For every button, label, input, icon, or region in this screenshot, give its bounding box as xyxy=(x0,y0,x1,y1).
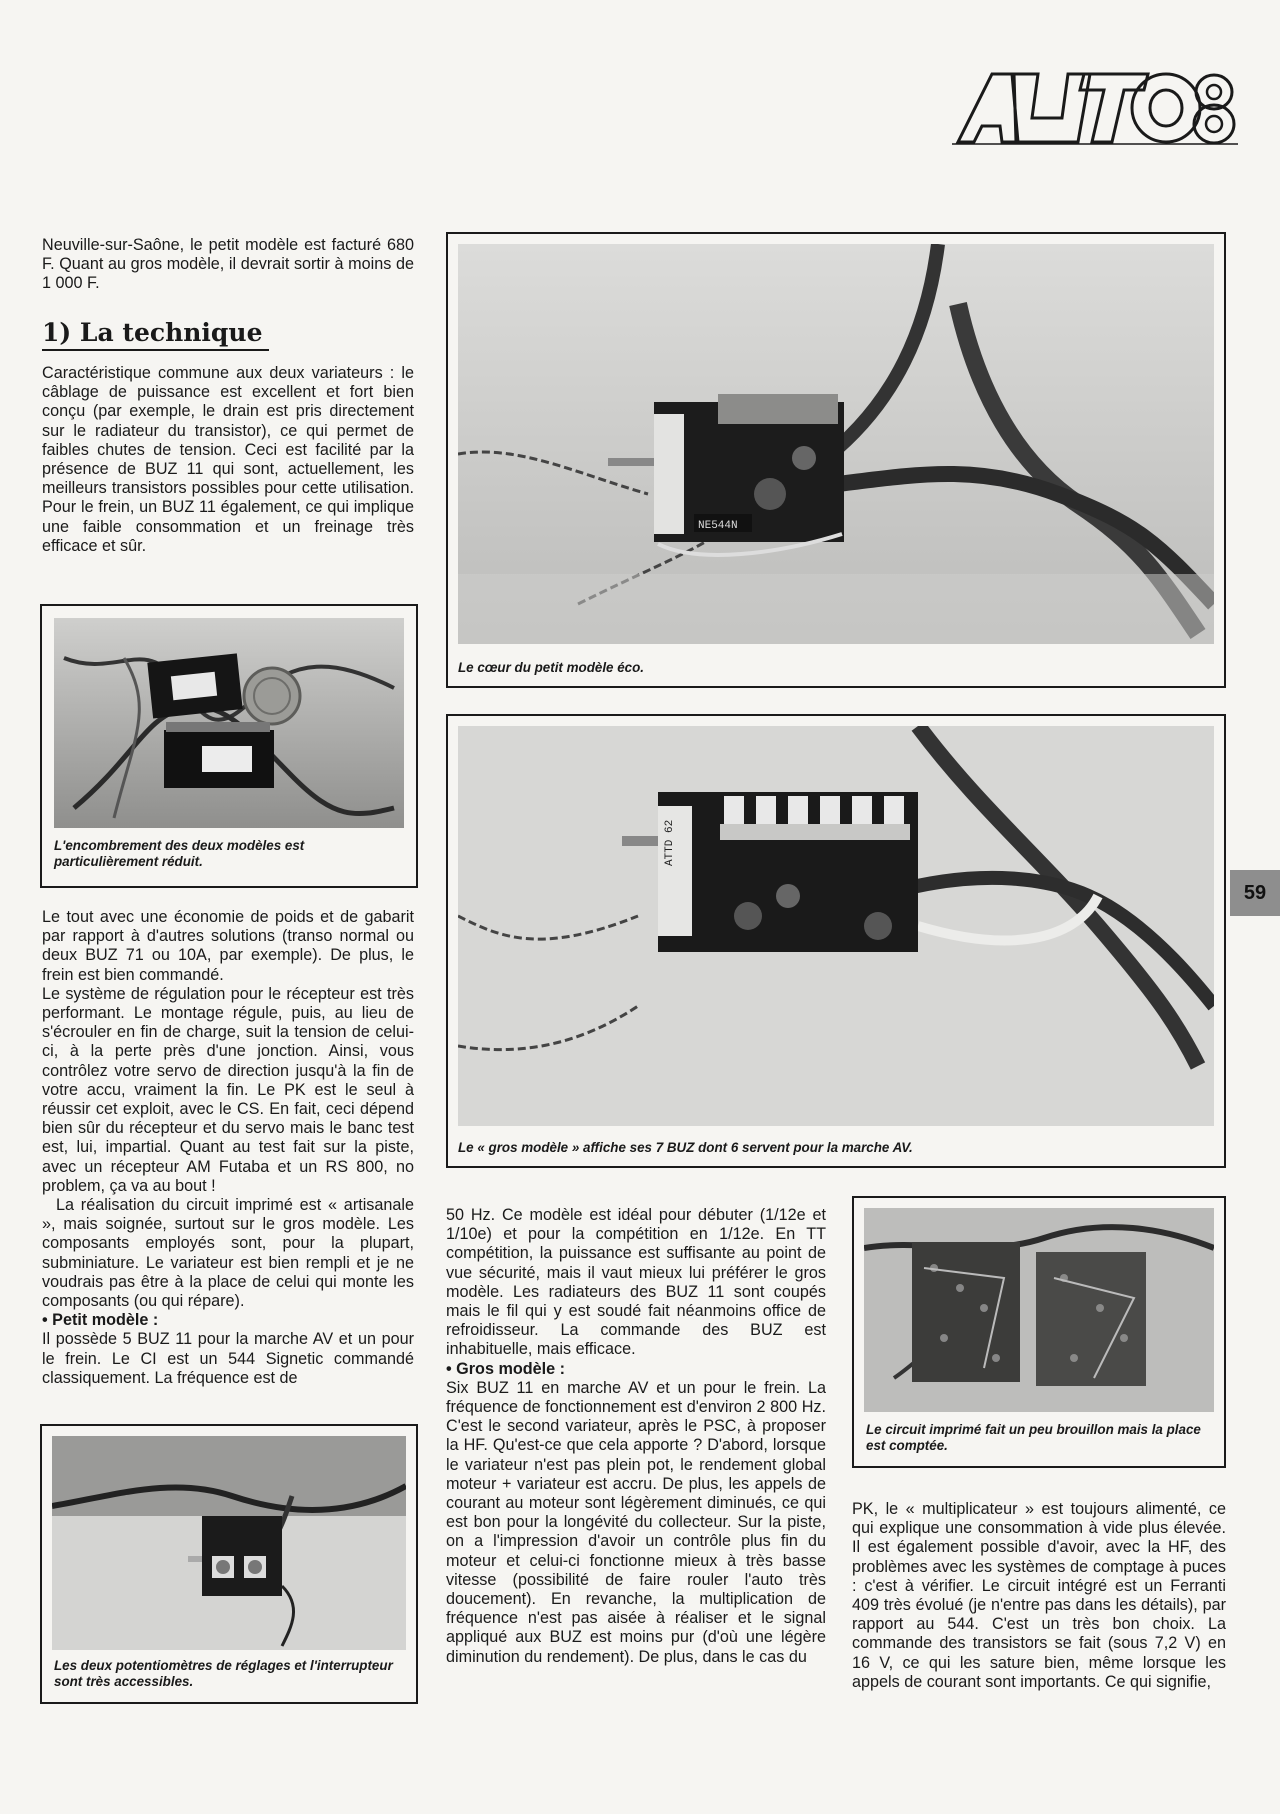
photo-small-heart-caption: Le cœur du petit modèle éco. xyxy=(458,660,645,675)
paragraph-regulation: Le système de régulation pour le récepteur est très performant. Le montage régule, puis, au lieu de s'écrouler en fin de charge, suit la tension de celui-ci, à la perte près d'une jonction. Ainsi, vous contrôlez votre servo de direction jusqu'à la fin de votre accu, vraiment la fin. Le PK est le seul à réussir cet exploit, avec le CS. En fait, ceci dépend bien sûr du récepteur et du servo mais le banc test est, lui, impartial. Quant au test fait sur la piste, avec un récepteur AM Futaba et un RS 800, no problem, ça va au bout ! xyxy=(42,984,414,1195)
section-heading: 1) La technique xyxy=(42,318,269,351)
paragraph-economy: Le tout avec une économie de poids et de gabarit par rapport à d'autres solutions (transo normal ou deux BUZ 71 ou 10A, par exemple). De plus, le frein est bien commandé. xyxy=(42,908,414,984)
paragraph-pk: PK, le « multiplicateur » est toujours alimenté, ce qui explique une consommation à vide plus élevée. Il est également possible d'avoir, avec la HF, des problèmes avec les systèmes de comptage à puces : c'est à vérifier. Le circuit intégré est un Ferranti 409 très évolué (je n'entre pas dans les détails), par rapport au 544. C'est un très bon choix. La commande des transistors se fait (sous 7,2 V) en 16 V, ce qui les sature bien, même lorsque les appels de courant sont importants. Ce qui signifie, xyxy=(852,1500,1226,1691)
photo-big-model xyxy=(458,726,1214,1126)
paragraph-circuit: La réalisation du circuit imprimé est « artisanale », mais soignée, surtout sur le gros modèle. Les composants employés sont, pour la plupart, subminiature. Le variateur est bien rempli et je ne voudrais pas être à la place de celui qui monte les composants (ou qui répare). xyxy=(42,1196,414,1311)
chip-label-big: ATTD 62 xyxy=(664,819,676,866)
photo-potentiometers xyxy=(52,1436,406,1650)
intro-paragraph xyxy=(42,236,414,294)
petit-modele-label: • Petit modèle : xyxy=(42,1311,159,1330)
chip-label-small: NE544N xyxy=(698,520,738,532)
photo-pcb-caption: Le circuit imprimé fait un peu brouillon mais la place est comptée. xyxy=(866,1422,1201,1453)
photo-pots-frame xyxy=(40,1424,418,1704)
page-number-tab: 59 xyxy=(1230,870,1280,916)
gros-modele-label: • Gros modèle : xyxy=(446,1359,566,1378)
column2-body xyxy=(446,1206,826,1667)
photo-big-model-frame xyxy=(446,714,1226,1168)
photo-pots-caption: Les deux potentiomètres de réglages et l'interrupteur sont très accessibles. xyxy=(54,1658,393,1689)
intro-text: Neuville-sur-Saône, le petit modèle est facturé 680 F. Quant au gros modèle, il devrait sortir à moins de 1 000 F. xyxy=(42,236,414,293)
auto8-logo xyxy=(952,56,1238,152)
technique-paragraph xyxy=(42,364,414,556)
photo-both-models-caption: L'encombrement des deux modèles est particulièrement réduit. xyxy=(54,838,305,869)
photo-small-heart-frame xyxy=(446,232,1226,688)
photo-both-models-frame xyxy=(40,604,418,888)
column1-body xyxy=(42,908,414,1388)
photo-pcb-frame xyxy=(852,1196,1226,1468)
photo-pcb xyxy=(864,1208,1214,1412)
column3-body xyxy=(852,1500,1226,1692)
photo-both-models xyxy=(54,618,404,828)
paragraph-gros-modele: Six BUZ 11 en marche AV et un pour le frein. La fréquence de fonctionnement est d'environ 2 800 Hz. C'est le second variateur, après le PSC, à proposer la HF. Qu'est-ce que cela apporte ? D'abord, lorsque le variateur n'est pas plein pot, le rendement global moteur + variateur est accru. De plus, les appels de courant au moteur sont légèrement diminués, ce qui est bon pour la longévité du collecteur. Sur la piste, on a l'impression d'avoir un contrôle plus fin du moteur et celui-ci fonctionne mieux à très basse vitesse (possibilité de faire rouler l'auto très doucement). En revanche, la multiplication de fréquence n'est pas aisée à réaliser et le signal appliqué aux BUZ est moins pur (d'où une légère diminution du rendement). De plus, dans le cas du xyxy=(446,1378,826,1666)
photo-small-model-heart xyxy=(458,244,1214,644)
paragraph-50hz: 50 Hz. Ce modèle est idéal pour débuter (1/12e et 1/10e) et pour la compétition en 1/12e. En TT compétition, la puissance est suffisante au point de vue sécurité, mais il vaut mieux lui préférer le gros modèle. Les radiateurs des BUZ 11 sont coupés mais le fil qui y est soudé fait néanmoins office de refroidisseur. La commande des BUZ est inhabituelle, mais efficace. xyxy=(446,1206,826,1359)
photo-big-model-caption: Le « gros modèle » affiche ses 7 BUZ dont 6 servent pour la marche AV. xyxy=(458,1140,913,1155)
paragraph-petit-modele: Il possède 5 BUZ 11 pour la marche AV et un pour le frein. Le CI est un 544 Signetic commandé classiquement. La fréquence est de xyxy=(42,1330,414,1387)
technique-text: Caractéristique commune aux deux variateurs : le câblage de puissance est excellent et fort bien conçu (par exemple, le drain est pris directement sur le radiateur du transistor), ce qui permet de faibles chutes de tension. Ceci est facilité par la présence de BUZ 11 qui sont, actuellement, les meilleurs transistors possibles pour cette utilisation. Pour le frein, un BUZ 11 également, ce qui implique une faible consommation et un freinage très efficace et sûr. xyxy=(42,364,414,555)
